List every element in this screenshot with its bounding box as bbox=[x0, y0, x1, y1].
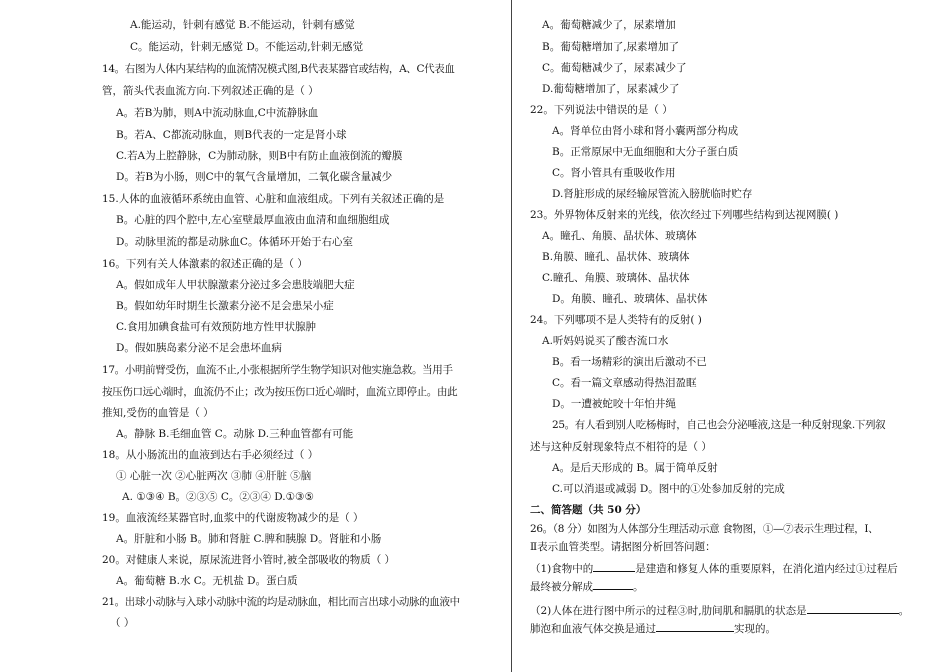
q26-part1-text-c: 最终被分解成 bbox=[530, 581, 593, 593]
q26-part1-text-b: 是建造和修复人体的重要原料，在消化道内经过①过程后 bbox=[635, 563, 898, 575]
q24-stem: 24。下列哪项不是人类特有的反射( ) bbox=[530, 314, 702, 326]
q14-option-c: C.若A为上腔静脉，C为肺动脉，则B中有防止血液倒流的瓣膜 bbox=[116, 150, 403, 162]
q26-part1-blank2[interactable] bbox=[593, 578, 633, 590]
q26-part1-text-d: 。 bbox=[633, 581, 644, 593]
q24-option-c: C。看一篇文章感动得热泪盈眶 bbox=[552, 377, 697, 389]
q23-option-b: B.角膜、瞳孔、晶状体、玻璃体 bbox=[542, 251, 690, 263]
q24-option-d: D。一遭被蛇咬十年怕井绳 bbox=[552, 398, 676, 410]
q13-options-cd: C。能运动，针刺无感觉 D。不能运动,针刺无感觉 bbox=[130, 41, 364, 53]
q26-stem-line2: Ⅱ表示血管类型。请据图分析回答问题： bbox=[530, 541, 716, 553]
q17-stem-line3: 推知,受伤的血管是（ ） bbox=[102, 407, 214, 419]
q26-part1-line2 bbox=[530, 578, 644, 594]
q21-option-c: C。葡萄糖减少了，尿素减少了 bbox=[542, 62, 687, 74]
q15-stem: 15.人体的血液循环系统由血管、心脏和血液组成。下列有关叙述正确的是 bbox=[102, 193, 445, 205]
q23-option-a: A。瞳孔、角膜、晶状体、玻璃体 bbox=[542, 230, 697, 242]
q24-option-b: B。看一场精彩的演出后激动不已 bbox=[552, 356, 707, 368]
q21-stem-line2: （ ） bbox=[110, 617, 135, 629]
q19-stem: 19。血液流经某器官时,血浆中的代谢废物减少的是（ ） bbox=[102, 512, 364, 524]
q21-stem-line1: 21。出球小动脉与入球小动脉中流的均是动脉血，相比而言出球小动脉的血液中 bbox=[102, 596, 460, 608]
q14-option-d: D。若B为小肠，则C中的氧气含量增加，二氧化碳含量减少 bbox=[116, 171, 393, 183]
q25-options-cd: C.可以消退或减弱 D。图中的①处参加反射的完成 bbox=[552, 483, 785, 495]
q22-option-a: A。肾单位由肾小球和肾小囊两部分构成 bbox=[552, 125, 739, 137]
q23-stem: 23。外界物体反射来的光线，依次经过下列哪些结构到达视网膜( ) bbox=[530, 209, 839, 221]
q15-option-b: B。心脏的四个腔中,左心室壁最厚血液由血清和血细胞组成 bbox=[116, 214, 390, 226]
q18-stem: 18。从小肠流出的血液到达右手必须经过（ ） bbox=[102, 449, 319, 461]
q17-stem-line2: 按压伤口远心端时，血流仍不止；改为按压伤口近心端时，血流立即停止。由此 bbox=[102, 386, 458, 398]
q16-option-a: A。假如成年人甲状腺激素分泌过多会患肢端肥大症 bbox=[116, 279, 355, 291]
q17-stem-line1: 17。小明前臂受伤，血流不止,小张根据所学生物学知识对他实施急救。当用手 bbox=[102, 364, 453, 376]
section-heading: 二、简答题（共 50 分） bbox=[530, 504, 647, 516]
q20-stem: 20。对健康人来说，原尿流进肾小管时,被全部吸收的物质（ ） bbox=[102, 554, 396, 566]
q14-option-b: B。若A、C都流动脉血，则B代表的一定是肾小球 bbox=[116, 129, 347, 141]
q14-stem-line1: 14。右图为人体内某结构的血流情况模式图,B代表某器官或结构，A、C代表血 bbox=[102, 63, 455, 75]
q26-part1-text-a: （1)食物中的 bbox=[530, 563, 594, 575]
q26-part2-line2 bbox=[530, 620, 776, 636]
q19-options: A。肝脏和小肠 B。肺和肾脏 C.脾和胰腺 D。肾脏和小肠 bbox=[116, 533, 382, 545]
q22-stem: 22。下列说法中错误的是（ ） bbox=[530, 104, 673, 116]
q26-part2-line1 bbox=[530, 602, 909, 618]
q21-option-d: D.葡萄糖增加了，尿素减少了 bbox=[542, 83, 680, 95]
q16-stem: 16。下列有关人体激素的叙述正确的是（ ） bbox=[102, 258, 308, 270]
q17-options: A。静脉 B.毛细血管 C。动脉 D.三种血管都有可能 bbox=[116, 428, 354, 440]
q24-option-a: A.听妈妈说买了酸杏流口水 bbox=[542, 335, 669, 347]
q13-options-ab: A.能运动，针刺有感觉 B.不能运动，针刺有感觉 bbox=[130, 19, 355, 31]
q20-options: A。葡萄糖 B.水 C。无机盐 D。蛋白质 bbox=[116, 575, 298, 587]
q26-part2-text-a: （2)人体在进行图中所示的过程③时,肋间肌和膈肌的状态是 bbox=[530, 605, 807, 617]
q18-items: ① 心脏一次 ②心脏两次 ③肺 ④肝脏 ⑤脑 bbox=[116, 470, 312, 482]
q26-part2-blank1[interactable] bbox=[807, 602, 899, 614]
q22-option-d: D.肾脏形成的尿经输尿管流入膀胱临时贮存 bbox=[552, 188, 753, 200]
q26-part2-text-b: 。 bbox=[898, 605, 910, 617]
q26-stem-line1: 26。（8 分）如图为人体部分生理活动示意 食物图，①—⑦表示生理过程，I、 bbox=[530, 523, 879, 535]
q26-part2-blank2[interactable] bbox=[656, 620, 734, 632]
column-divider bbox=[511, 0, 512, 672]
q16-option-c: C.食用加碘食盐可有效预防地方性甲状腺肿 bbox=[116, 321, 316, 333]
q21-option-a: A。葡萄糖减少了，尿素增加 bbox=[542, 19, 676, 31]
q25-stem-line2: 述与这种反射现象特点不相符的是（ ） bbox=[530, 441, 712, 453]
q26-part1-blank1[interactable] bbox=[593, 560, 635, 572]
q22-option-c: C。肾小管具有重吸收作用 bbox=[552, 167, 676, 179]
q16-option-d: D。假如胰岛素分泌不足会患坏血病 bbox=[116, 342, 282, 354]
q16-option-b: B。假如幼年时期生长激素分泌不足会患呆小症 bbox=[116, 300, 334, 312]
q15-option-d: D。动脉里流的都是动脉血C。体循环开始于右心室 bbox=[116, 236, 353, 248]
q22-option-b: B。正常原尿中无血细胞和大分子蛋白质 bbox=[552, 146, 739, 158]
q18-options: A. ①③④ B。②③⑤ C。②③④ D.①③⑤ bbox=[122, 491, 314, 503]
q23-option-c: C.瞳孔、角膜、玻璃体、晶状体 bbox=[542, 272, 690, 284]
q26-part2-text-c: 肺泡和血液气体交换是通过 bbox=[530, 623, 656, 635]
q26-part2-text-d: 实现的。 bbox=[734, 623, 776, 635]
q14-stem-line2: 管，箭头代表血流方向.下列叙述正确的是（ ） bbox=[102, 85, 319, 97]
q21-option-b: B。葡萄糖增加了,尿素增加了 bbox=[542, 41, 680, 53]
q25-stem-line1: 25。有人看到别人吃杨梅时，自己也会分泌唾液,这是一种反射现象.下列叙 bbox=[552, 419, 886, 431]
q23-option-d: D。角膜、瞳孔、玻璃体、晶状体 bbox=[552, 293, 708, 305]
q14-option-a: A。若B为肺，则A中流动脉血,C中流静脉血 bbox=[116, 107, 319, 119]
q26-part1-line1 bbox=[530, 560, 898, 576]
q25-options-ab: A。是后天形成的 B。属于简单反射 bbox=[552, 462, 718, 474]
